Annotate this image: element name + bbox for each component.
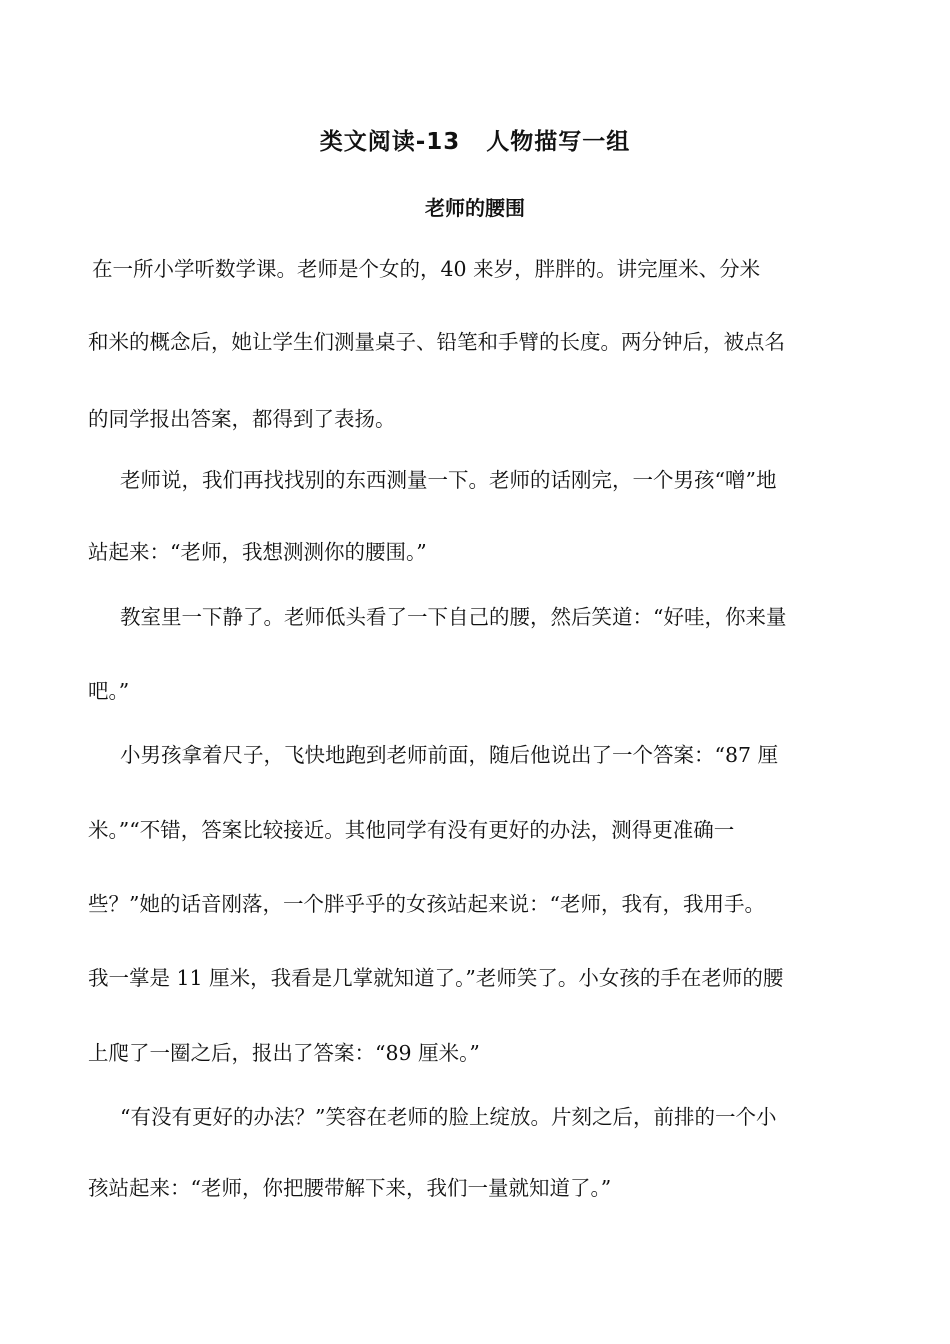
text-line-2: 和米的概念后，她让学生们测量桌子、铅笔和手臂的长度。两分钟后，被点名 xyxy=(88,330,785,354)
text-line-3: 的同学报出答案，都得到了表扬。 xyxy=(88,407,396,431)
text-line-10: 些？”她的话音刚落，一个胖乎乎的女孩站起来说：“老师，我有，我用手。 xyxy=(88,892,765,916)
text-line-8: 小男孩拿着尺子，飞快地跑到老师前面，随后他说出了一个答案：“87 厘 xyxy=(120,743,779,767)
text-line-9: 米。”“不错，答案比较接近。其他同学有没有更好的办法，测得更准确一 xyxy=(88,818,735,842)
text-line-5: 站起来：“老师，我想测测你的腰围。” xyxy=(88,540,427,564)
document-title xyxy=(0,126,950,158)
text-line-12: 上爬了一圈之后，报出了答案：“89 厘米。” xyxy=(88,1041,480,1065)
text-line-14: 孩站起来：“老师，你把腰带解下来，我们一量就知道了。” xyxy=(88,1176,612,1200)
title-part-2: 人物描写一组 xyxy=(486,129,631,155)
article-subtitle: 老师的腰围 xyxy=(425,196,525,220)
text-line-1: 在一所小学听数学课。老师是个女的，40 来岁，胖胖的。讲完厘米、分米 xyxy=(92,257,761,281)
text-line-4: 老师说，我们再找找别的东西测量一下。老师的话刚完，一个男孩“噌”地 xyxy=(120,468,777,492)
text-line-13: “有没有更好的办法？”笑容在老师的脸上绽放。片刻之后，前排的一个小 xyxy=(120,1105,777,1129)
text-line-11: 我一掌是 11 厘米，我看是几掌就知道了。”老师笑了。小女孩的手在老师的腰 xyxy=(88,966,784,990)
text-line-6: 教室里一下静了。老师低头看了一下自己的腰，然后笑道：“好哇，你来量 xyxy=(120,605,787,629)
text-line-7: 吧。” xyxy=(88,679,130,703)
title-part-1: 类文阅读-13 xyxy=(319,129,461,155)
